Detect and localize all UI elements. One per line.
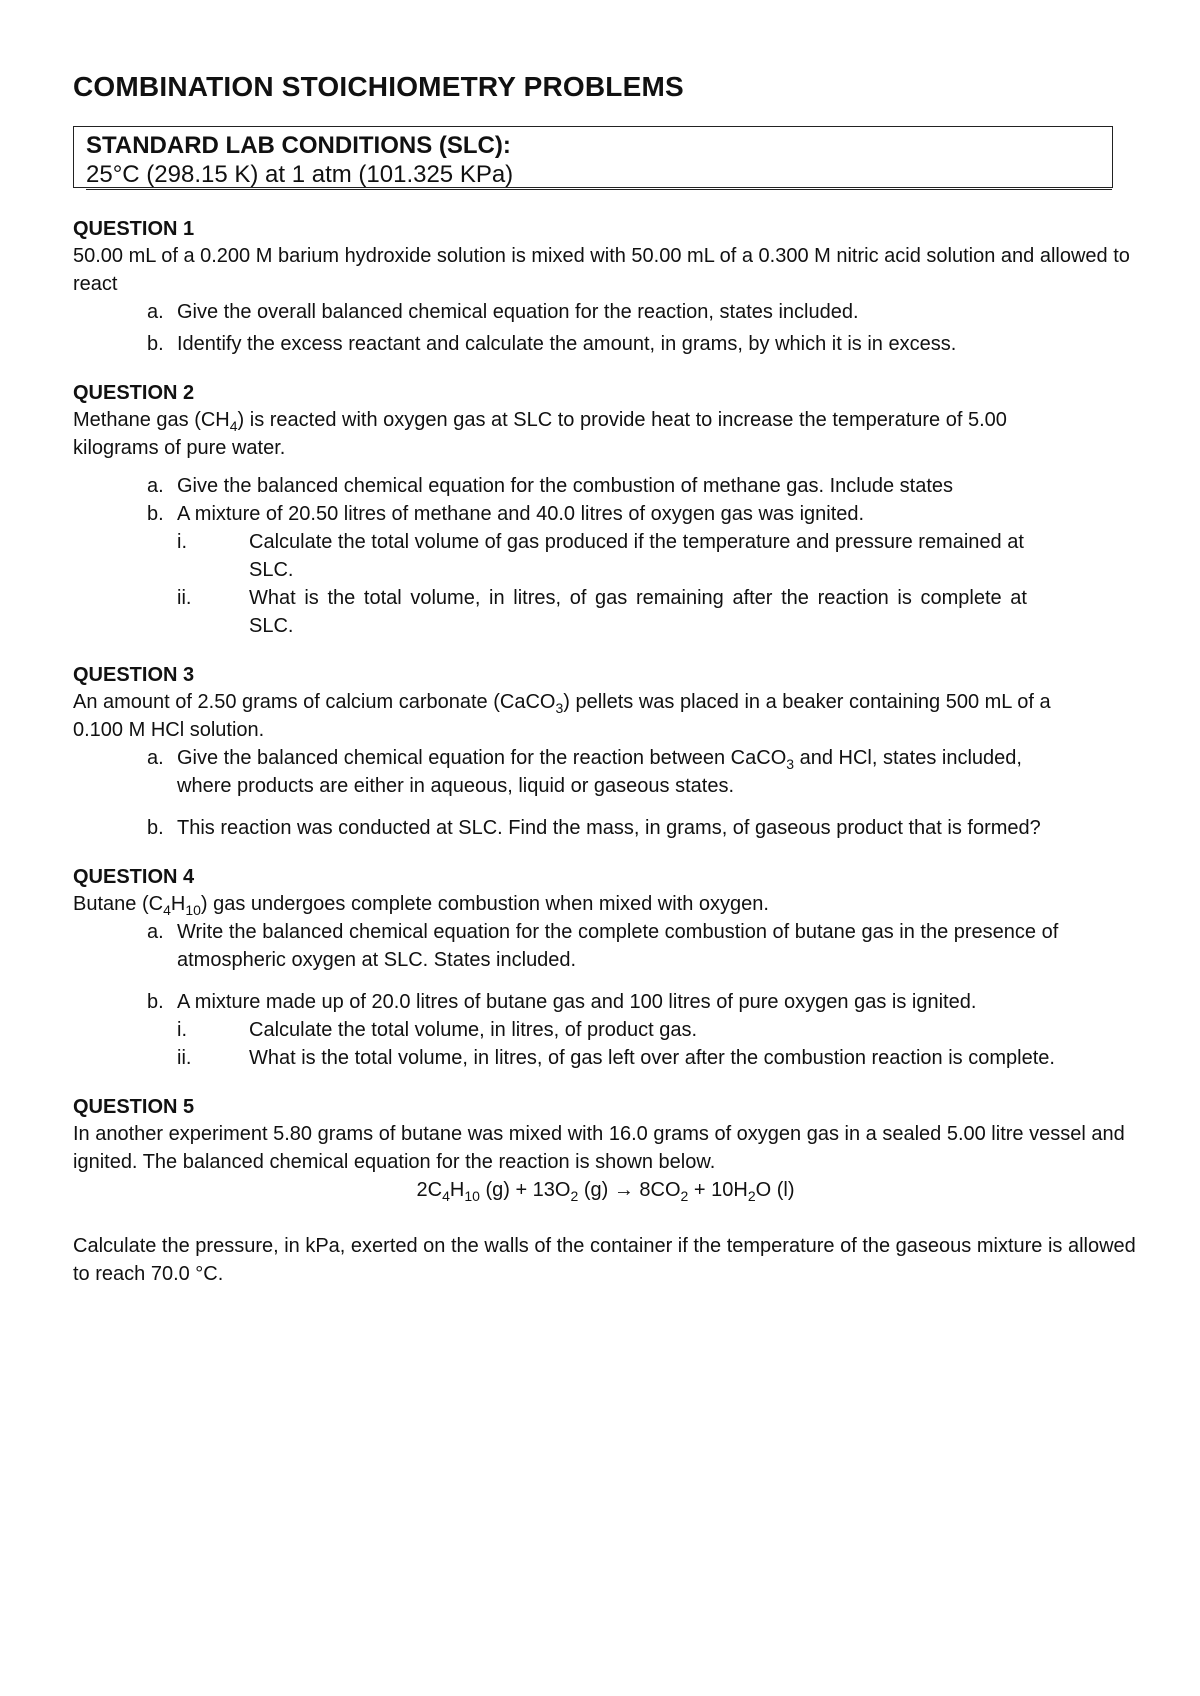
question-3-heading: QUESTION 3 xyxy=(73,664,195,686)
subpart-text: What is the total volume, in litres, of gas left over after the combustion reaction is complete. xyxy=(249,1047,1055,1069)
intro-text: ) is reacted with oxygen gas at SLC to provide heat to increase the temperature of 5.00 kilograms of pure water. xyxy=(73,409,1007,459)
question-4-heading: QUESTION 4 xyxy=(73,866,195,888)
slc-heading: STANDARD LAB CONDITIONS (SLC): xyxy=(86,132,511,159)
question-2-part-b-ii xyxy=(73,584,1027,640)
part-text: Give the overall balanced chemical equation for the reaction, states included. xyxy=(177,301,859,323)
question-5-task: Calculate the pressure, in kPa, exerted on the walls of the container if the temperature of the gaseous mixture is allowed to reach 70.0 °C. xyxy=(73,1235,1136,1285)
subpart-text: Calculate the total volume, in litres, of product gas. xyxy=(249,1019,698,1041)
question-1-part-b xyxy=(73,330,1138,358)
intro-text: Methane gas (CH xyxy=(73,409,230,431)
question-5 xyxy=(73,1094,1138,1288)
part-text: Give the balanced chemical equation for the combustion of methane gas. Include states xyxy=(177,475,954,497)
question-2-heading: QUESTION 2 xyxy=(73,382,195,404)
question-1-heading: QUESTION 1 xyxy=(73,218,195,240)
question-5-intro: In another experiment 5.80 grams of butane was mixed with 16.0 grams of oxygen gas in a sealed 5.00 litre vessel and ignited. The balanced chemical equation for the reaction is shown below. xyxy=(73,1123,1125,1173)
part-label: a. xyxy=(147,921,164,943)
part-label: b. xyxy=(147,503,164,525)
part-text: A mixture of 20.50 litres of methane and 40.0 litres of oxygen gas was ignited. xyxy=(177,503,865,525)
subscript: 4 xyxy=(442,1188,450,1204)
intro-text: Butane (C xyxy=(73,893,164,915)
subpart-label: ii. xyxy=(177,1047,192,1069)
subscript: 2 xyxy=(570,1188,579,1204)
slc-box xyxy=(73,126,1113,188)
part-text: Write the balanced chemical equation for the complete combustion of butane gas in the presence of atmospheric oxygen at SLC. States included. xyxy=(177,921,1059,971)
subscript: 4 xyxy=(163,902,171,918)
question-2-part-b xyxy=(73,500,1138,528)
question-3-intro xyxy=(73,688,1063,744)
subpart-label: i. xyxy=(177,1019,187,1041)
intro-text: ) pellets was placed in a beaker containing 500 mL of a 0.100 M HCl solution. xyxy=(73,691,1051,741)
equation-part: + 10H xyxy=(688,1179,748,1201)
equation-part: (g) → 8CO xyxy=(578,1179,681,1201)
part-text: This reaction was conducted at SLC. Find the mass, in grams, of gaseous product that is formed? xyxy=(177,817,1041,839)
subpart-text: What is the total volume, in litres, of gas remaining after the reaction is complete at SLC. xyxy=(249,587,1027,637)
part-label: a. xyxy=(147,301,164,323)
part-text xyxy=(177,744,1077,800)
part-text: A mixture made up of 20.0 litres of butane gas and 100 litres of pure oxygen gas is ignited. xyxy=(177,991,977,1013)
question-2-part-a xyxy=(73,472,1138,500)
part-label: b. xyxy=(147,817,164,839)
equation-part: (g) + 13O xyxy=(479,1179,571,1201)
question-1-intro: 50.00 mL of a 0.200 M barium hydroxide solution is mixed with 50.00 mL of a 0.300 M nitric acid solution and allowed to react xyxy=(73,245,1130,295)
question-3-part-a xyxy=(73,744,1077,800)
subscript: 4 xyxy=(229,418,238,434)
subscript: 3 xyxy=(555,700,564,716)
question-2-intro xyxy=(73,406,1063,462)
question-4-intro xyxy=(73,890,1138,918)
intro-text: An amount of 2.50 grams of calcium carbonate (CaCO xyxy=(73,691,556,713)
part-label: a. xyxy=(147,475,164,497)
equation-part: 2C xyxy=(416,1179,443,1201)
question-4-part-a xyxy=(73,918,1077,974)
part-text-segment: and HCl, states included, where products are either in aqueous, liquid or gaseous states. xyxy=(177,747,1022,797)
subscript: 10 xyxy=(464,1188,480,1204)
intro-text: ) gas undergoes complete combustion when mixed with oxygen. xyxy=(200,893,769,915)
part-label: b. xyxy=(147,991,164,1013)
question-5-equation xyxy=(73,1176,1138,1204)
worksheet-page xyxy=(73,70,1138,1310)
question-4-part-b xyxy=(73,988,1077,1016)
part-text: Identify the excess reactant and calculate the amount, in grams, by which it is in excess. xyxy=(177,333,957,355)
question-4 xyxy=(73,864,1138,1072)
subscript: 10 xyxy=(185,902,201,918)
equation-part: O (l) xyxy=(755,1179,795,1201)
subscript: 3 xyxy=(786,756,795,772)
equation-part: H xyxy=(449,1179,465,1201)
subscript: 2 xyxy=(747,1188,756,1204)
question-5-heading: QUESTION 5 xyxy=(73,1096,195,1118)
question-3-part-b xyxy=(73,814,1077,842)
page-title: COMBINATION STOICHIOMETRY PROBLEMS xyxy=(73,71,684,102)
question-3 xyxy=(73,662,1138,842)
question-4-part-b-ii xyxy=(73,1044,1057,1072)
question-2 xyxy=(73,380,1138,640)
question-4-part-b-i xyxy=(73,1016,1057,1044)
part-label: b. xyxy=(147,333,164,355)
subpart-label: ii. xyxy=(177,587,192,609)
question-1-part-a xyxy=(73,298,1138,326)
slc-value: 25°C (298.15 K) at 1 atm (101.325 KPa) xyxy=(86,161,1112,190)
part-text-segment: Give the balanced chemical equation for the reaction between CaCO xyxy=(177,747,787,769)
subpart-text: Calculate the total volume of gas produced if the temperature and pressure remained at SLC. xyxy=(249,531,1024,581)
subpart-label: i. xyxy=(177,531,187,553)
question-2-part-b-i xyxy=(73,528,1027,584)
intro-text: H xyxy=(170,893,186,915)
subscript: 2 xyxy=(680,1188,689,1204)
part-label: a. xyxy=(147,747,164,769)
question-1 xyxy=(73,216,1138,358)
